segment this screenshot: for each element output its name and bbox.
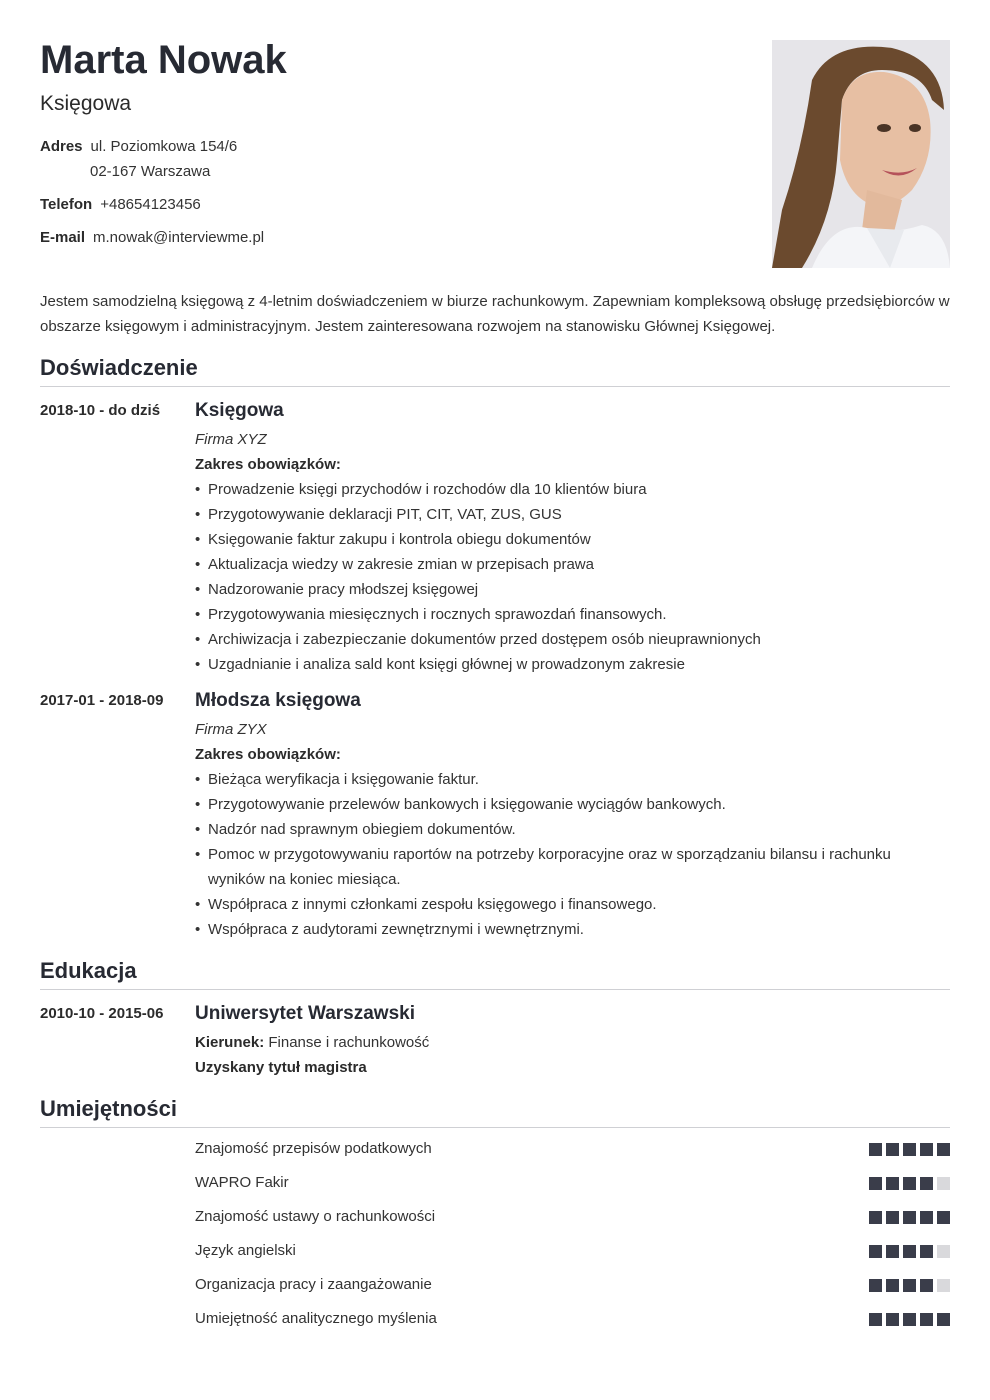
skill-level-dot-filled: [869, 1177, 882, 1190]
skill-level-dot-empty: [937, 1279, 950, 1292]
skill-level-dot-filled: [903, 1177, 916, 1190]
skill-row: [195, 1170, 950, 1204]
skill-level-dot-filled: [869, 1279, 882, 1292]
skill-level-dot-filled: [903, 1211, 916, 1224]
skill-level-dot-filled: [920, 1177, 933, 1190]
skill-level-dot-filled: [869, 1211, 882, 1224]
duty-item: • Nadzorowanie pracy młodszej księgowej: [195, 577, 915, 602]
address-label: Adres: [40, 138, 83, 155]
skill-name: Znajomość ustawy o rachunkowości: [195, 1208, 436, 1225]
experience-heading: Doświadczenie: [40, 354, 950, 387]
skill-level-dot-filled: [903, 1143, 916, 1156]
field-label: Kierunek:: [195, 1034, 265, 1051]
address-line2: 02-167 Warszawa: [90, 163, 211, 180]
duty-item: • Aktualizacja wiedzy w zakresie zmian w przepisach prawa: [195, 552, 915, 577]
duty-item: • Współpraca z innymi członkami zespołu księgowego i finansowego.: [195, 892, 915, 917]
education-field: [195, 1030, 915, 1055]
skill-level-dot-filled: [920, 1143, 933, 1156]
job-entry: [195, 688, 915, 942]
duty-item: • Prowadzenie księgi przychodów i rozchodów dla 10 klientów biura: [195, 477, 915, 502]
skill-row: [195, 1136, 950, 1170]
skill-level-dot-empty: [937, 1177, 950, 1190]
skills-heading: Umiejętności: [40, 1095, 950, 1128]
contact-email: [40, 225, 264, 250]
duty-item: • Współpraca z audytorami zewnętrznymi i wewnętrznymi.: [195, 917, 915, 942]
education-degree: Uzyskany tytuł magistra: [195, 1059, 367, 1076]
skill-level-indicator: [869, 1177, 950, 1190]
duty-item: • Uzgadnianie i analiza sald kont księgi głównej w prowadzonym zakresie: [195, 652, 915, 677]
skill-row: [195, 1238, 950, 1272]
education-entry: [195, 1001, 915, 1080]
duty-item: • Księgowanie faktur zakupu i kontrola obiegu dokumentów: [195, 527, 915, 552]
duty-item: • Przygotowywanie przelewów bankowych i księgowanie wyciągów bankowych.: [195, 792, 915, 817]
skill-level-dot-filled: [903, 1245, 916, 1258]
skill-level-indicator: [869, 1245, 950, 1258]
skill-level-dot-filled: [937, 1143, 950, 1156]
duty-item: • Nadzór nad sprawnym obiegiem dokumentów.: [195, 817, 915, 842]
field-value: Finanse i rachunkowość: [268, 1034, 430, 1051]
duties-label: Zakres obowiązków:: [195, 746, 341, 763]
skill-level-dot-filled: [886, 1245, 899, 1258]
skill-level-dot-filled: [920, 1279, 933, 1292]
job-company: Firma XYZ: [195, 431, 267, 448]
skill-level-dot-filled: [920, 1211, 933, 1224]
skill-level-dot-filled: [920, 1313, 933, 1326]
skill-level-dot-filled: [869, 1245, 882, 1258]
education-dates: 2010-10 - 2015-06: [40, 1005, 164, 1022]
skill-level-dot-filled: [937, 1313, 950, 1326]
candidate-name: Marta Nowak: [40, 38, 287, 82]
job-entry: [195, 398, 915, 677]
job-role: Księgowa: [195, 400, 284, 421]
skill-level-dot-filled: [886, 1211, 899, 1224]
skill-level-dot-filled: [869, 1313, 882, 1326]
skill-level-dot-filled: [937, 1211, 950, 1224]
skills-list: [195, 1136, 950, 1340]
duties-list: [195, 477, 915, 677]
skill-name: Organizacja pracy i zaangażowanie: [195, 1276, 432, 1293]
address-line1: ul. Poziomkowa 154/6: [90, 138, 238, 155]
skill-level-indicator: [869, 1211, 950, 1224]
job-dates: 2017-01 - 2018-09: [40, 692, 164, 709]
candidate-title: Księgowa: [40, 92, 132, 115]
skill-level-dot-filled: [886, 1177, 899, 1190]
duty-item: • Przygotowywanie deklaracji PIT, CIT, VAT, ZUS, GUS: [195, 502, 915, 527]
phone-value: +48654123456: [100, 196, 201, 213]
duty-item: • Pomoc w przygotowywaniu raportów na potrzeby korporacyjne oraz w sporządzaniu bilansu i rachunku wyników na koniec miesiąca.: [195, 842, 915, 892]
job-role: Młodsza księgowa: [195, 690, 361, 711]
skill-level-indicator: [869, 1279, 950, 1292]
contact-phone: [40, 192, 201, 217]
profile-photo: [772, 40, 950, 268]
portrait-image: [772, 40, 950, 268]
skill-level-dot-filled: [886, 1143, 899, 1156]
skill-level-dot-filled: [869, 1143, 882, 1156]
skill-level-dot-filled: [886, 1279, 899, 1292]
profile-summary: Jestem samodzielną księgową z 4-letnim doświadczeniem w biurze rachunkowym. Zapewniam kompleksową obsługę przedsiębiorców w obszarze księgowym i administracyjnym. Jestem zainteresowana rozwojem na stanowisku Głównej Księgowej.: [40, 293, 950, 335]
skill-level-indicator: [869, 1143, 950, 1156]
duty-item: • Przygotowywania miesięcznych i rocznych sprawozdań finansowych.: [195, 602, 915, 627]
job-dates: 2018-10 - do dziś: [40, 402, 161, 419]
skill-level-dot-filled: [903, 1313, 916, 1326]
duties-list: [195, 767, 915, 942]
skill-name: WAPRO Fakir: [195, 1174, 289, 1191]
duties-label: Zakres obowiązków:: [195, 456, 341, 473]
skill-level-indicator: [869, 1313, 950, 1326]
skill-row: [195, 1272, 950, 1306]
job-company: Firma ZYX: [195, 721, 267, 738]
phone-label: Telefon: [40, 196, 93, 213]
email-label: E-mail: [40, 229, 86, 246]
skill-name: Język angielski: [195, 1242, 296, 1259]
school-name: Uniwersytet Warszawski: [195, 1003, 415, 1024]
skill-row: [195, 1306, 950, 1340]
skill-level-dot-filled: [920, 1245, 933, 1258]
skill-level-dot-filled: [886, 1313, 899, 1326]
skill-level-dot-empty: [937, 1245, 950, 1258]
skill-name: Umiejętność analitycznego myślenia: [195, 1310, 437, 1327]
skill-level-dot-filled: [903, 1279, 916, 1292]
education-heading: Edukacja: [40, 957, 950, 990]
duty-item: • Bieżąca weryfikacja i księgowanie faktur.: [195, 767, 915, 792]
duty-item: • Archiwizacja i zabezpieczanie dokumentów przed dostępem osób nieuprawnionych: [195, 627, 915, 652]
email-value: m.nowak@interviewme.pl: [93, 229, 265, 246]
skill-name: Znajomość przepisów podatkowych: [195, 1140, 432, 1157]
skill-row: [195, 1204, 950, 1238]
contact-address: [40, 134, 237, 159]
